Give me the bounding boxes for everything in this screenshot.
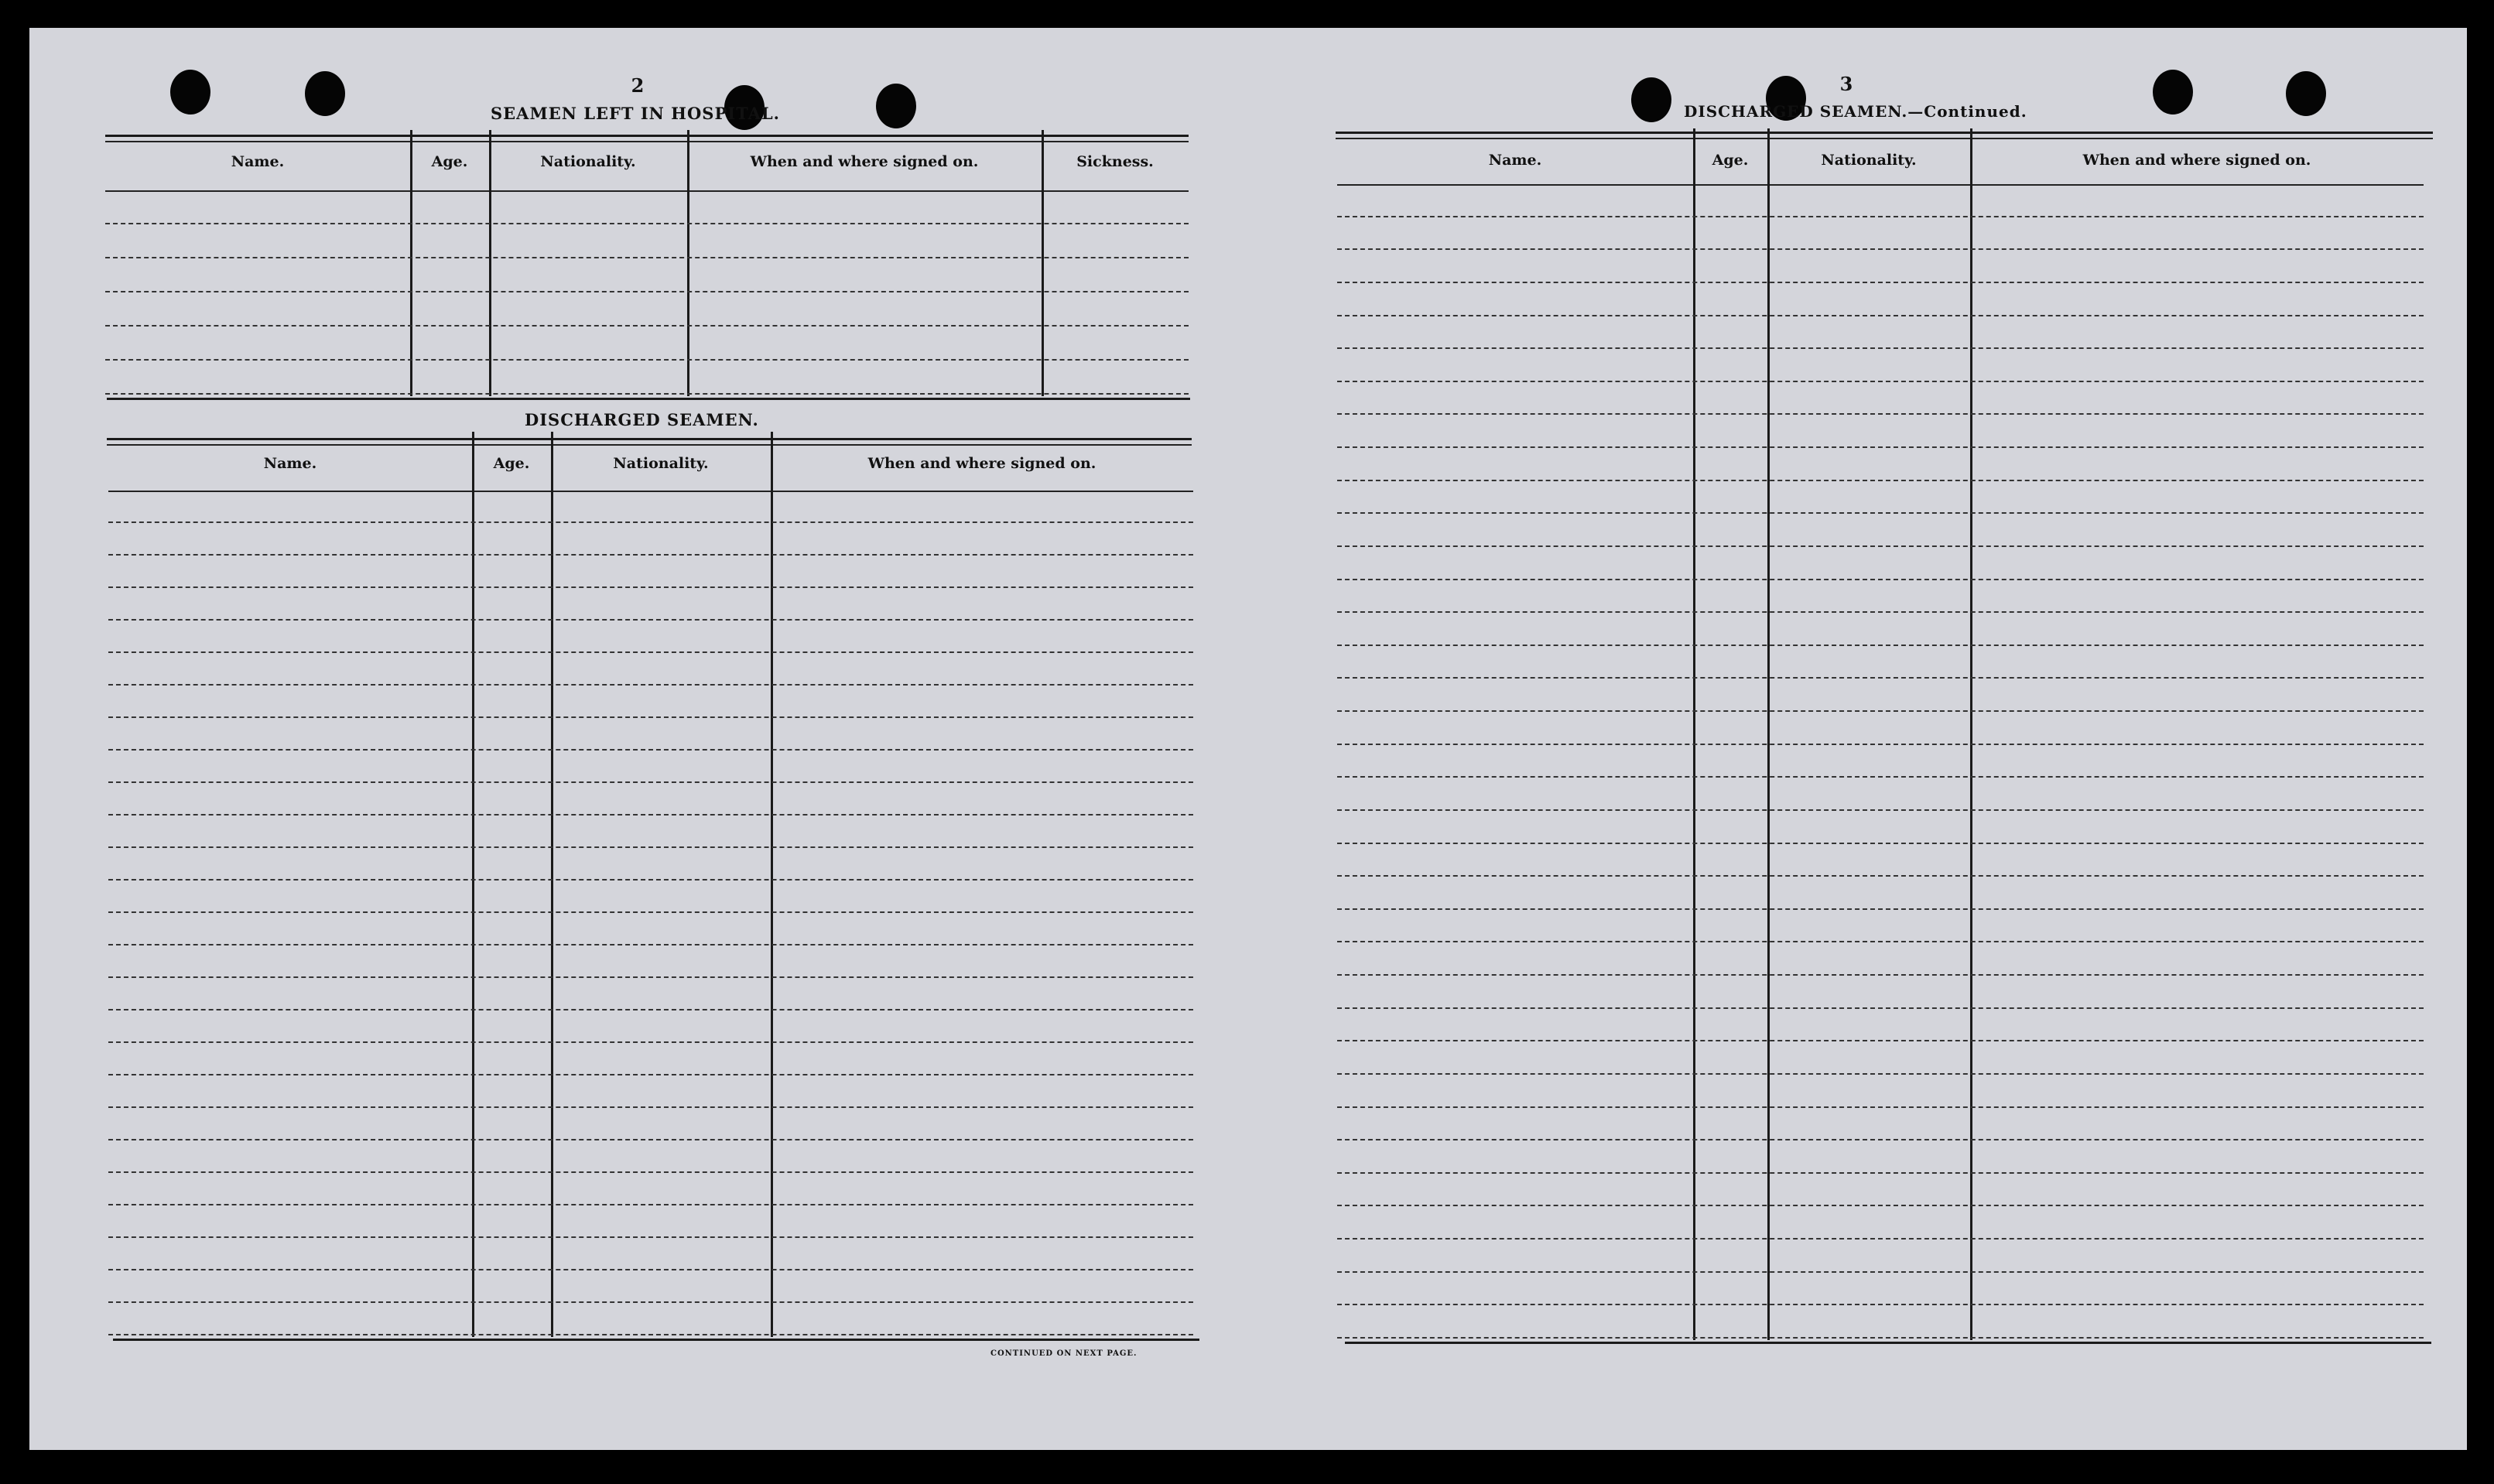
hospital-column-divider	[489, 130, 491, 396]
discharged-row-line	[108, 716, 1193, 718]
continued-note: CONTINUED ON NEXT PAGE.	[990, 1349, 1138, 1358]
continued-row-line	[1337, 809, 2424, 811]
discharged-row-line	[108, 814, 1193, 816]
continued-row-line	[1337, 875, 2424, 877]
page-number-left: 2	[631, 74, 645, 97]
rule	[105, 190, 1189, 192]
discharged-row-line	[108, 879, 1193, 880]
discharged-column-header: Nationality.	[613, 455, 709, 472]
continued-row-line	[1337, 1337, 2424, 1339]
discharged-row-line	[108, 1334, 1193, 1335]
discharged-column-header: When and where signed on.	[867, 455, 1096, 472]
punch-hole	[1631, 77, 1671, 122]
continued-row-line	[1337, 248, 2424, 250]
continued-row-line	[1337, 941, 2424, 942]
punch-hole	[2153, 70, 2193, 115]
continued-row-line	[1337, 677, 2424, 679]
discharged-row-line	[108, 1106, 1193, 1108]
continued-row-line	[1337, 480, 2424, 481]
continued-row-line	[1337, 1040, 2424, 1041]
discharged-row-line	[108, 554, 1193, 556]
discharged-row-line	[108, 781, 1193, 783]
continued-row-line	[1337, 1106, 2424, 1108]
continued-row-line	[1337, 1073, 2424, 1075]
discharged-row-line	[108, 651, 1193, 653]
hospital-row-line	[105, 325, 1189, 327]
rule	[107, 438, 1192, 440]
continued-row-line	[1337, 512, 2424, 514]
continued-row-line	[1337, 611, 2424, 613]
continued-row-line	[1337, 843, 2424, 844]
rule	[1336, 138, 2433, 139]
continued-column-divider	[1693, 128, 1695, 1340]
continued-row-line	[1337, 413, 2424, 415]
discharged-row-line	[108, 1041, 1193, 1043]
hospital-section-title: SEAMEN LEFT IN HOSPITAL.	[491, 104, 780, 123]
hospital-row-line	[105, 393, 1189, 395]
discharged-row-line	[108, 1009, 1193, 1010]
discharged-row-line	[108, 846, 1193, 848]
continued-row-line	[1337, 216, 2424, 217]
continued-row-line	[1337, 1238, 2424, 1240]
discharged-row-line	[108, 586, 1193, 588]
hospital-column-header: When and where signed on.	[750, 153, 979, 170]
discharged-row-line	[108, 1301, 1193, 1303]
continued-row-line	[1337, 645, 2424, 646]
discharged-column-divider	[472, 432, 474, 1337]
continued-row-line	[1337, 315, 2424, 316]
discharged-row-line	[108, 1204, 1193, 1205]
continued-row-line	[1337, 282, 2424, 283]
discharged-section-title: DISCHARGED SEAMEN.	[525, 410, 759, 429]
continued-column-divider	[1767, 128, 1770, 1340]
hospital-column-header: Sickness.	[1076, 153, 1154, 170]
punch-hole	[170, 70, 210, 115]
discharged-column-divider	[551, 432, 553, 1337]
discharged-row-line	[108, 1171, 1193, 1173]
continued-row-line	[1337, 1271, 2424, 1273]
continued-row-line	[1337, 381, 2424, 382]
rule	[107, 398, 1190, 400]
continued-column-header: Name.	[1488, 152, 1542, 169]
discharged-row-line	[108, 944, 1193, 945]
continued-row-line	[1337, 579, 2424, 580]
continued-row-line	[1337, 710, 2424, 712]
continued-row-line	[1337, 1205, 2424, 1206]
continued-row-line	[1337, 347, 2424, 349]
continued-row-line	[1337, 744, 2424, 745]
continued-row-line	[1337, 974, 2424, 976]
hospital-column-header: Name.	[231, 153, 285, 170]
discharged-row-line	[108, 1074, 1193, 1075]
continued-column-header: When and where signed on.	[2082, 152, 2311, 169]
rule	[107, 444, 1192, 446]
discharged-row-line	[108, 749, 1193, 751]
hospital-row-line	[105, 223, 1189, 224]
punch-hole	[2286, 71, 2326, 116]
rule	[1337, 184, 2424, 186]
discharged-row-line	[108, 911, 1193, 913]
hospital-row-line	[105, 291, 1189, 292]
continued-row-line	[1337, 446, 2424, 448]
rule	[108, 491, 1193, 492]
discharged-row-line	[108, 684, 1193, 686]
continued-row-line	[1337, 1007, 2424, 1009]
rule	[105, 135, 1189, 137]
continued-column-header: Age.	[1712, 152, 1749, 169]
document-sheet	[29, 28, 2467, 1450]
punch-hole	[876, 84, 916, 128]
continued-section-title: DISCHARGED SEAMEN.—Continued.	[1684, 102, 2027, 121]
discharged-row-line	[108, 1236, 1193, 1238]
hospital-column-header: Nationality.	[540, 153, 636, 170]
rule	[105, 141, 1189, 142]
rule	[113, 1339, 1199, 1341]
continued-row-line	[1337, 1172, 2424, 1174]
discharged-row-line	[108, 1269, 1193, 1270]
hospital-row-line	[105, 257, 1189, 258]
discharged-row-line	[108, 976, 1193, 978]
page-number-right: 3	[1839, 73, 1853, 95]
hospital-row-line	[105, 359, 1189, 361]
continued-row-line	[1337, 1139, 2424, 1140]
discharged-row-line	[108, 619, 1193, 621]
continued-row-line	[1337, 776, 2424, 778]
hospital-column-divider	[1042, 130, 1044, 396]
hospital-column-divider	[687, 130, 689, 396]
rule	[1345, 1342, 2431, 1344]
continued-column-header: Nationality.	[1821, 152, 1917, 169]
discharged-column-header: Age.	[493, 455, 530, 472]
hospital-column-divider	[410, 130, 412, 396]
continued-row-line	[1337, 545, 2424, 547]
discharged-row-line	[108, 1139, 1193, 1140]
rule	[1336, 132, 2433, 134]
discharged-column-divider	[771, 432, 773, 1337]
hospital-column-header: Age.	[431, 153, 468, 170]
punch-hole	[305, 71, 345, 116]
discharged-row-line	[108, 521, 1193, 523]
continued-column-divider	[1970, 128, 1972, 1340]
continued-row-line	[1337, 908, 2424, 910]
discharged-column-header: Name.	[263, 455, 317, 472]
continued-row-line	[1337, 1304, 2424, 1305]
